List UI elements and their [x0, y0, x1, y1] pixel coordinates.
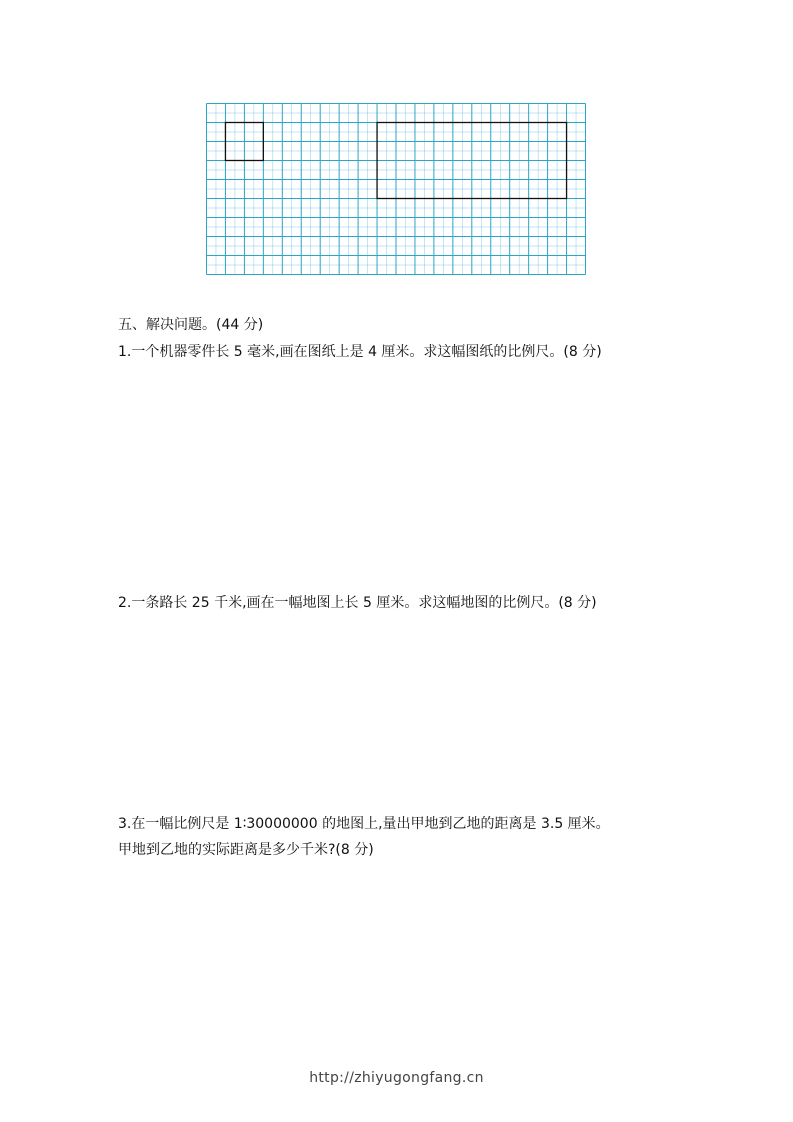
grid-figure — [206, 103, 586, 275]
footer-url: http://zhiyugongfang.cn — [309, 1070, 484, 1086]
question-3-text-line-1: 3.在一幅比例尺是 1∶30000000 的地图上,量出甲地到乙地的距离是 3.5 厘米。 — [118, 816, 610, 832]
question-3-text-line-2: 甲地到乙地的实际距离是多少千米?(8 分) — [118, 842, 374, 858]
question-2-text: 2.一条路长 25 千米,画在一幅地图上长 5 厘米。求这幅地图的比例尺。(8 分) — [118, 595, 597, 611]
grid-paper — [206, 103, 586, 275]
question-1-text: 1.一个机器零件长 5 毫米,画在图纸上是 4 厘米。求这幅图纸的比例尺。(8 分) — [118, 344, 602, 360]
section-heading: 五、解决问题。(44 分) — [118, 317, 264, 333]
